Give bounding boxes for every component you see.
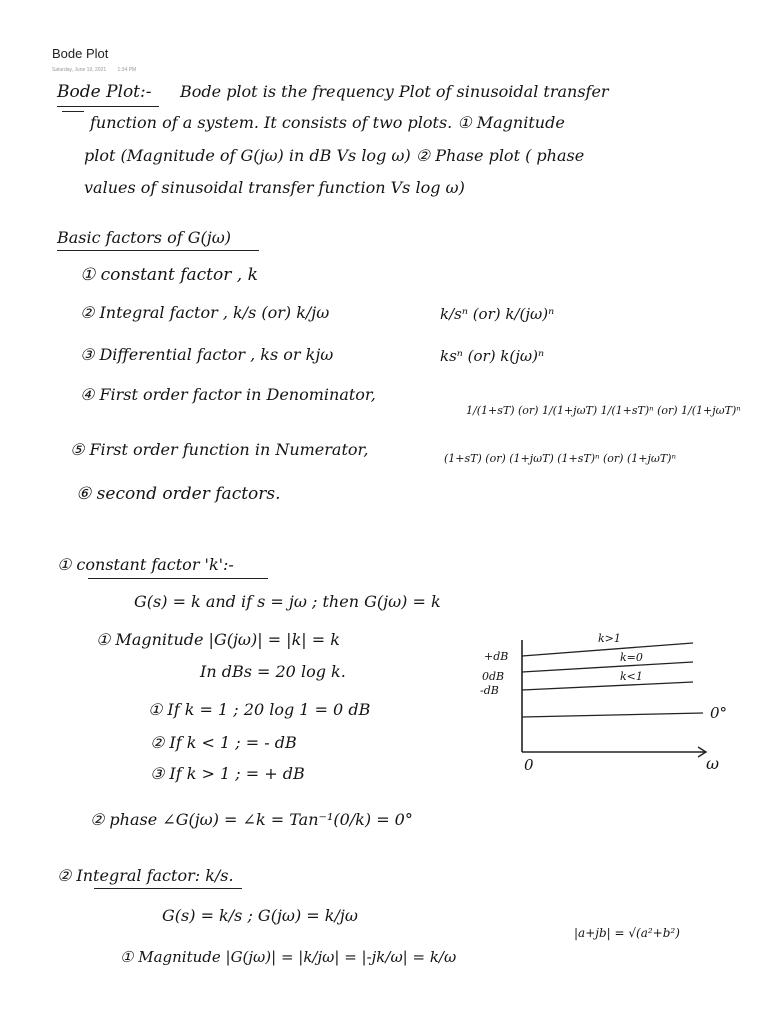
basic-item-2-expr: k/sⁿ (or) k/(jω)ⁿ — [440, 305, 555, 323]
intro-heading: Bode Plot:- — [57, 82, 152, 102]
graph-label-k-lt-1: k<1 — [620, 670, 643, 683]
basic-item-3-expr: ksⁿ (or) k(jω)ⁿ — [440, 347, 545, 365]
basic-item-num: ② — [80, 303, 95, 322]
basic-item-5-expr: (1+sT) (or) (1+jωT) (1+sT)ⁿ (or) (1+jωT)ⁿ — [444, 452, 676, 465]
basic-item-4-expr: 1/(1+sT) (or) 1/(1+jωT) 1/(1+sT)ⁿ (or) 1/(1+jωT)ⁿ — [466, 404, 741, 417]
section2-line-1: G(s) = k/s ; G(jω) = k/jω — [162, 906, 358, 925]
basic-heading: Basic factors of G(jω) — [57, 228, 232, 247]
section1-case-2: ② If k < 1 ; = - dB — [150, 733, 297, 752]
note-title: Bode Plot — [52, 46, 109, 61]
graph-label-k-eq: k=0 — [620, 651, 643, 664]
basic-item-text: First order factor in Denominator, — [99, 385, 376, 404]
basic-item-text: constant factor , k — [100, 265, 258, 285]
graph-label-0-db: 0dB — [482, 670, 505, 683]
section1-phase: ② phase ∠G(jω) = ∠k = Tan⁻¹(0/k) = 0° — [90, 810, 413, 829]
intro-line-1: Bode plot is the frequency Plot of sinusoidal transfer — [180, 82, 609, 101]
intro-line-4: values of sinusoidal transfer function Vs log ω) — [84, 178, 465, 197]
intro-line-3: plot (Magnitude of G(jω) in dB Vs log ω) ② Phase plot ( phase — [84, 146, 585, 165]
phase-line — [522, 713, 703, 717]
section2-magnitude: ① Magnitude |G(jω)| = |k/jω| = |-jk/ω| = k/ω — [120, 948, 457, 966]
graph-label-minus-db: -dB — [480, 684, 499, 697]
graph-label-origin: 0 — [524, 756, 534, 774]
basic-item-num: ③ — [80, 345, 95, 364]
graph-label-k-gt-1: k>1 — [598, 632, 621, 645]
graph-label-plus-db: +dB — [484, 650, 509, 663]
section1-heading: ① constant factor 'k':- — [57, 555, 234, 574]
section1-in-db: In dBs = 20 log k. — [200, 662, 346, 681]
section2-underline — [94, 888, 242, 889]
k-eq-line — [522, 662, 693, 672]
basic-item-num: ④ — [80, 385, 95, 404]
section1-case-3: ③ If k > 1 ; = + dB — [150, 764, 305, 783]
basic-item-text: second order factors. — [96, 484, 281, 504]
basic-item-text: Differential factor , ks or kjω — [99, 345, 334, 364]
section1-magnitude: ① Magnitude |G(jω)| = |k| = k — [96, 630, 340, 649]
graph-label-omega: ω — [706, 754, 720, 773]
section2-heading: ② Integral factor: k/s. — [57, 866, 234, 885]
note-date: Saturday, June 19, 2021 — [52, 67, 107, 73]
section2-note: |a+jb| = √(a²+b²) — [574, 926, 680, 940]
graph-label-phase: 0° — [710, 704, 728, 722]
basic-item-text: First order function in Numerator, — [89, 440, 369, 459]
basic-item-num: ⑥ — [76, 484, 92, 504]
note-time: 1:34 PM — [117, 67, 137, 73]
intro-line-2: function of a system. It consists of two plots. ① Magnitude — [90, 113, 565, 132]
basic-item-num: ⑤ — [70, 440, 85, 459]
basic-item-text: Integral factor , k/s (or) k/jω — [99, 303, 330, 322]
section1-line-1: G(s) = k and if s = jω ; then G(jω) = k — [134, 592, 441, 611]
section1-case-1: ① If k = 1 ; 20 log 1 = 0 dB — [148, 700, 371, 719]
k-lt-1-line — [522, 682, 693, 690]
basic-item-num: ① — [80, 265, 96, 285]
